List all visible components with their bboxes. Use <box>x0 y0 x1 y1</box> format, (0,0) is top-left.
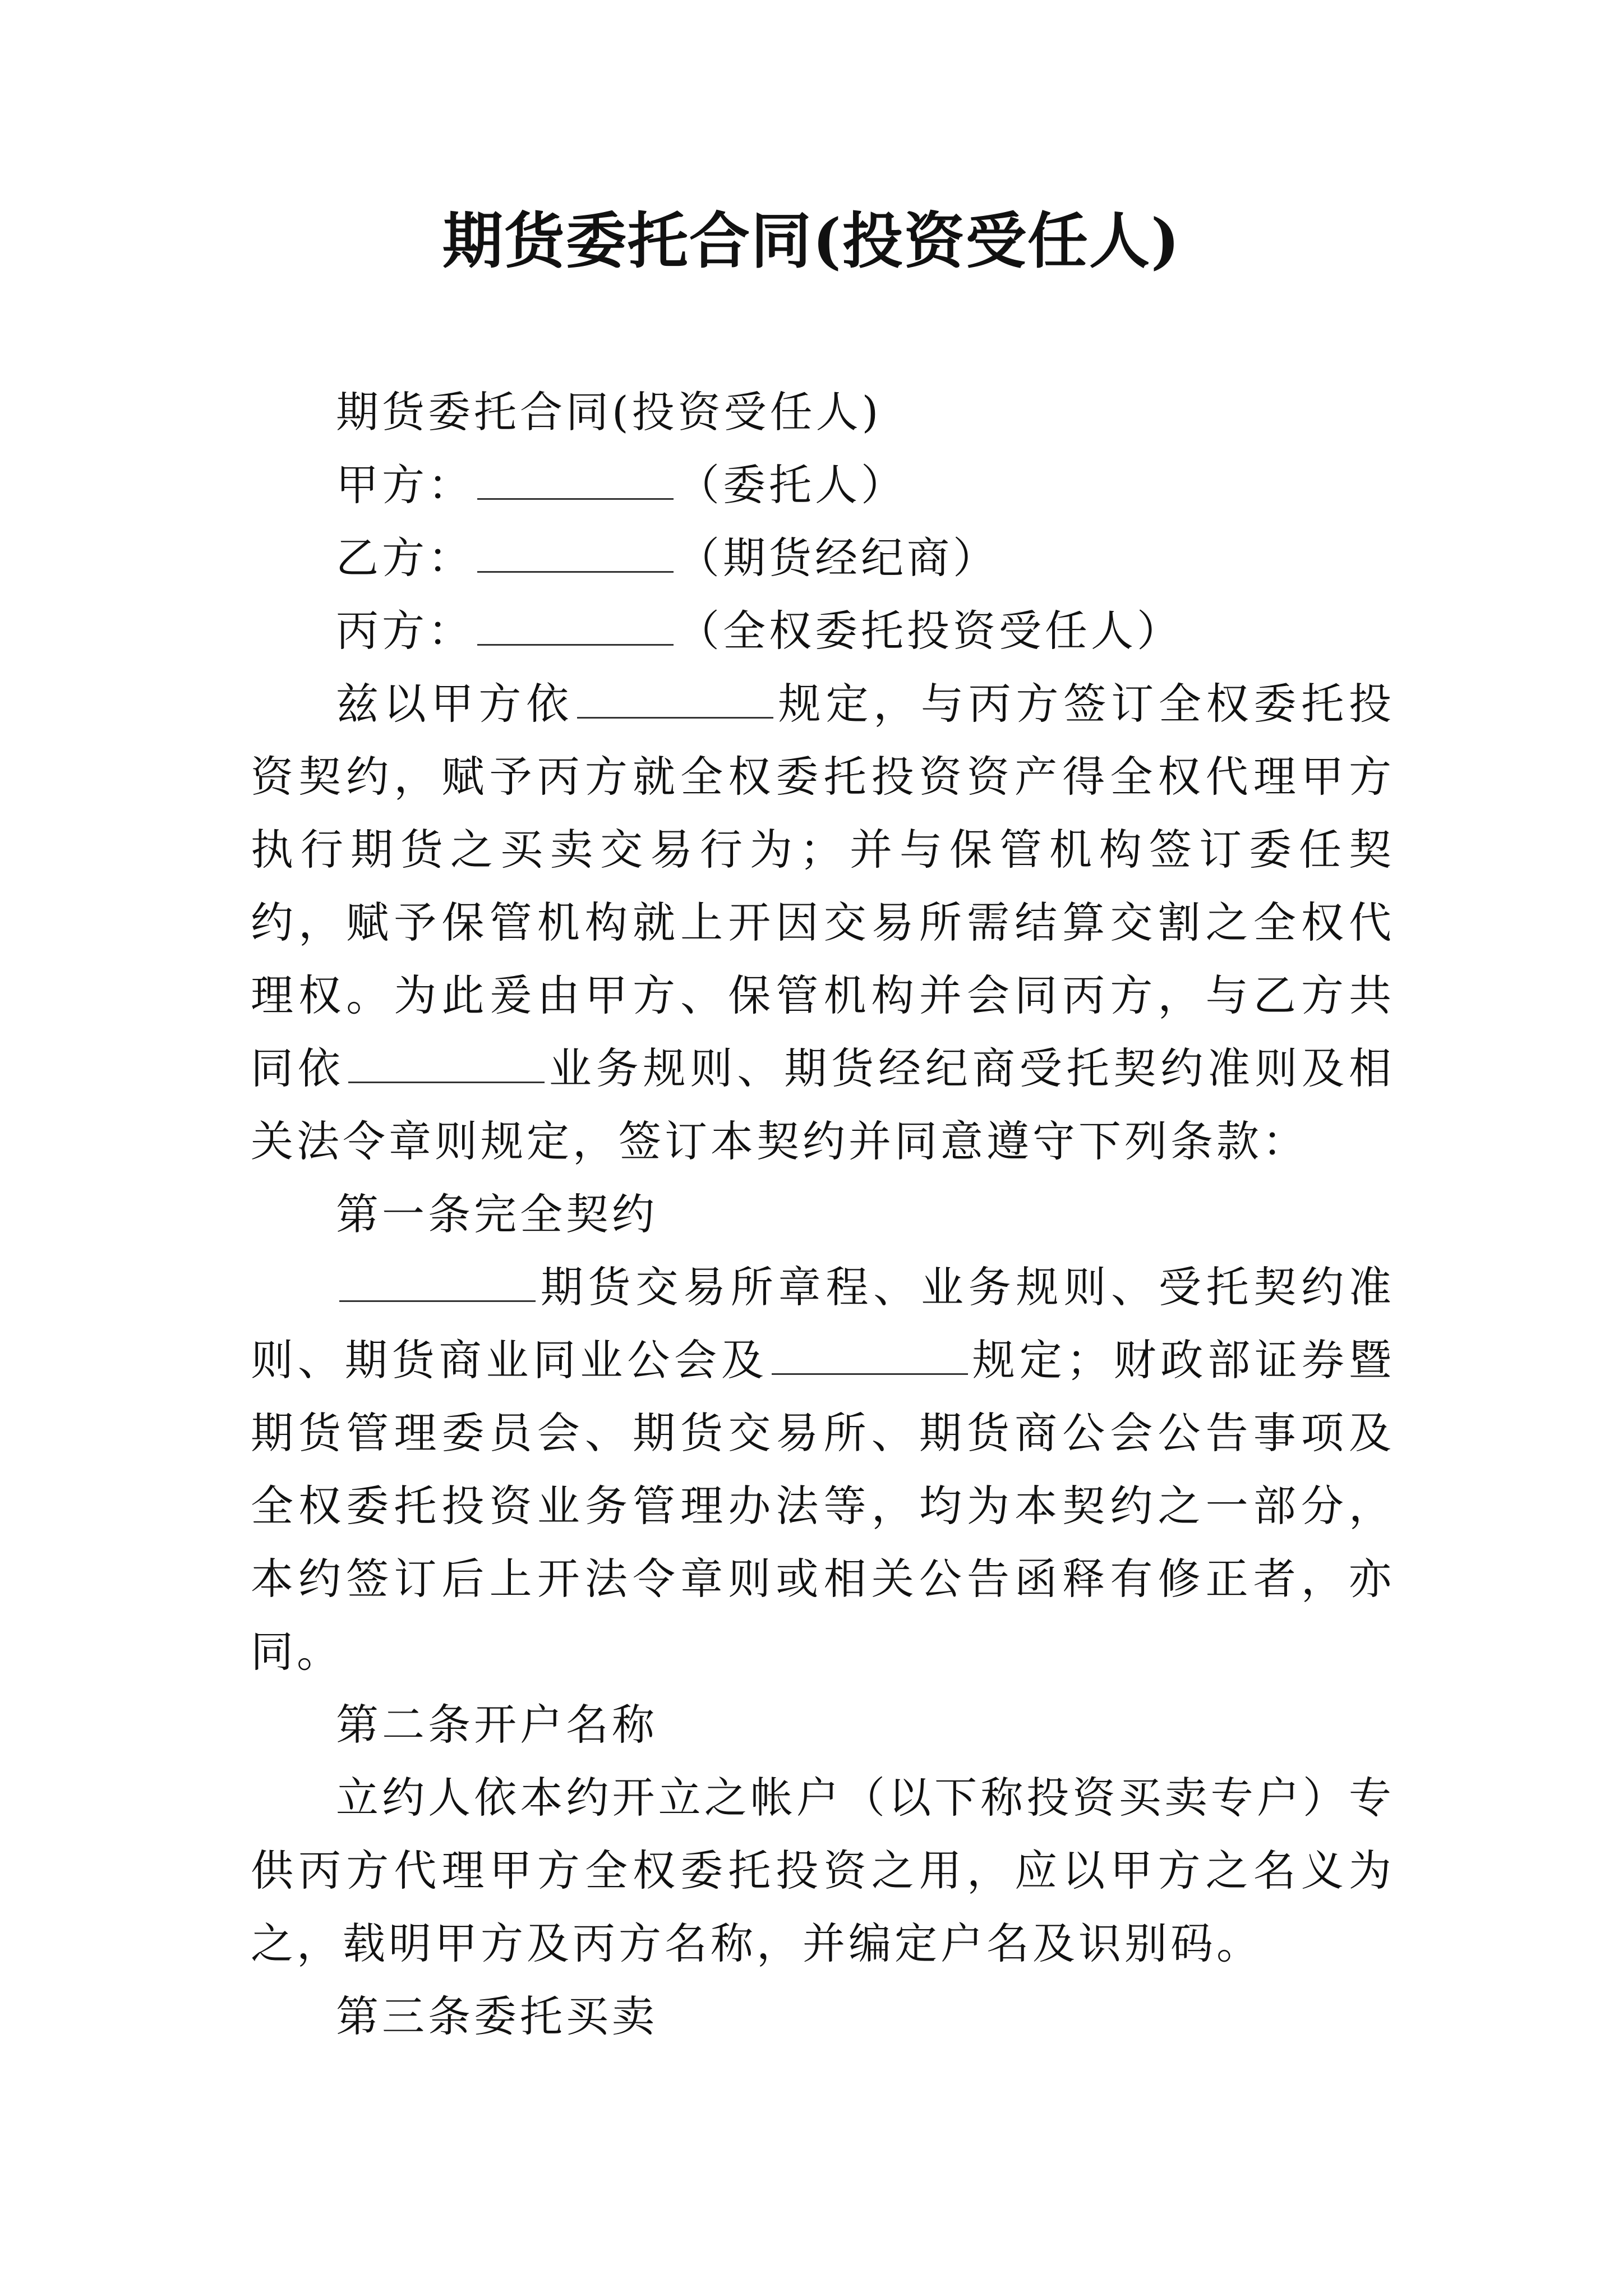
preamble-part3: 业务规则、期货经纪商受托契约准则及相关法令章则规定，签订本契约并同意遵守下列条款： <box>251 1043 1395 1166</box>
preamble-part1: 兹以甲方依 <box>336 679 574 729</box>
document-title: 期货委托合同(投资受任人) <box>442 206 1181 277</box>
article1-heading: 第一条完全契约 <box>336 1189 658 1239</box>
party-a-blank <box>477 459 674 500</box>
party-c-blank <box>477 605 674 646</box>
article3-heading: 第三条委托买卖 <box>336 1991 658 2041</box>
party-a <box>251 449 1395 522</box>
party-b-blank <box>477 532 674 573</box>
article1-blank-2 <box>772 1334 968 1375</box>
article1-part1: 期货交易所章程、业务规则、受托契约准则、期货商业同业公会及 <box>251 1262 1395 1385</box>
party-b <box>251 522 1395 595</box>
party-b-label: 乙方： <box>336 533 474 583</box>
party-b-role: （期货经纪商） <box>677 533 999 583</box>
article1-blank-1 <box>339 1261 536 1302</box>
party-a-role: （委托人） <box>677 460 907 510</box>
article1-paragraph <box>251 1251 1395 1688</box>
preamble-blank-1 <box>577 678 773 719</box>
document-body <box>251 376 1395 2053</box>
article1-part2: 规定；财政部证券暨期货管理委员会、期货交易所、期货商公会公告事项及全权委托投资业务管理办法等，均为本契约之一部分，本约签订后上开法令章则或相关公告函释有修正者，亦同。 <box>251 1335 1395 1677</box>
party-c-role: （全权委托投资受任人） <box>677 606 1183 656</box>
preamble-part2: 规定，与丙方签订全权委托投资契约，赋予丙方就全权委托投资资产得全权代理甲方执行期货之买卖交易行为；并与保管机构签订委任契约，赋予保管机构就上开因交易所需结算交割之全权代理权。为此爰由甲方、保管机构并会同丙方，与乙方共同依 <box>251 679 1395 1093</box>
preamble-paragraph <box>251 668 1395 1178</box>
party-c-label: 丙方： <box>336 606 474 656</box>
article2-paragraph: 立约人依本约开立之帐户（以下称投资买卖专户）专供丙方代理甲方全权委托投资之用，应以甲方之名义为之，载明甲方及丙方名称，并编定户名及识别码。 <box>251 1773 1395 1968</box>
preamble-blank-2 <box>348 1042 545 1083</box>
party-a-label: 甲方： <box>336 460 474 510</box>
heading-repeat: 期货委托合同(投资受任人) <box>336 387 882 437</box>
party-c <box>251 595 1395 668</box>
article2-heading: 第二条开户名称 <box>336 1700 658 1750</box>
